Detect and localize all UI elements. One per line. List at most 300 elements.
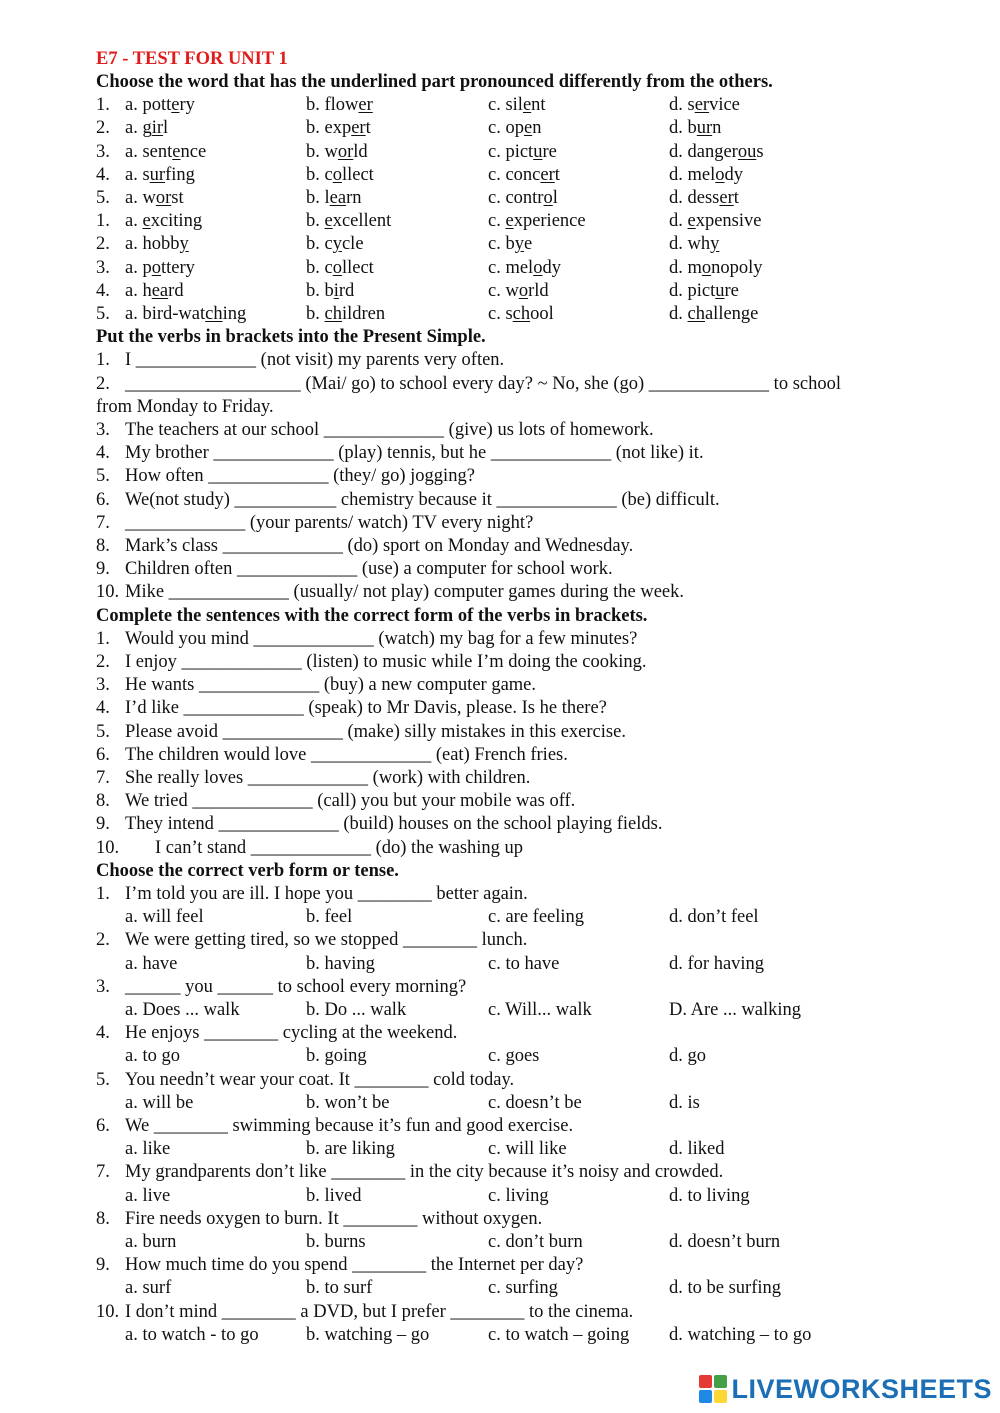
question-row [96,303,956,326]
question-row [96,1069,956,1092]
underlined-part: e [142,211,151,231]
question-number: 5. [96,304,110,324]
underlined-part: o [332,258,342,278]
question-number: 5. [96,188,110,208]
exercise-line [96,419,956,442]
answer-option [669,94,740,117]
answer-option [125,141,206,164]
option-text: llect [341,165,374,185]
option-text: c. conc [488,165,541,185]
option-text: rd [168,281,184,301]
question-number: 4. [96,443,110,463]
answer-option: b. lived [306,1186,362,1206]
option-text: c. mel [488,258,534,278]
underlined-part: e [505,211,514,231]
options-row [96,1324,956,1347]
question-number: 9. [96,1255,110,1275]
exercise-line [96,813,956,836]
underlined-part: er [540,165,555,185]
option-text: xperience [513,211,586,231]
answer-option [125,164,195,187]
answer-option [488,187,558,210]
exercise-line [96,465,956,488]
question-text: I can’t stand _____________ (do) the washing up [155,838,524,858]
question-number: 9. [96,559,110,579]
answer-option: b. Do ... walk [306,1000,407,1020]
underlined-part: ch [324,304,342,324]
underlined-part: o [715,165,725,185]
underlined-part: er [358,95,373,115]
question-text: I don’t mind ________ a DVD, but I prefer ________ to the cinema. [125,1302,634,1322]
question-number: 2. [96,374,110,394]
answer-option: b. watching – go [306,1325,430,1345]
question-text: We ________ swimming because it’s fun and good exercise. [125,1116,574,1136]
option-text: b. l [306,188,330,208]
answer-option [669,280,739,303]
question-text: I’m told you are ill. I hope you ________ better again. [125,884,528,904]
underlined-part: y [514,234,524,254]
question-number: 10. [96,582,120,602]
option-text: e [523,234,533,254]
page-title: E7 - TEST FOR UNIT 1 [96,49,288,69]
question-number: 2. [96,234,110,254]
answer-option: a. like [125,1139,171,1159]
answer-option: b. burns [306,1232,366,1252]
question-text: He wants _____________ (buy) a new computer game. [125,675,537,695]
option-text: c. w [488,281,519,301]
option-text: c. contr [488,188,544,208]
question-text: We(not study) ___________ chemistry because it _____________ (be) difficult. [125,490,720,510]
exercise-line [96,651,956,674]
option-text: a. p [125,258,152,278]
question-row [96,1208,956,1231]
question-text: My grandparents don’t like ________ in the city because it’s noisy and crowded. [125,1162,724,1182]
question-number: 8. [96,791,110,811]
exercise-line [96,581,956,604]
answer-option: d. to be surfing [669,1278,782,1298]
option-text: c. op [488,118,524,138]
answer-option [306,141,368,164]
answer-option [125,210,202,233]
question-number: 10. [96,838,120,858]
answer-option: c. goes [488,1046,540,1066]
answer-option: d. doesn’t burn [669,1232,781,1252]
section-3-heading: Complete the sentences with the correct form of the verbs in brackets. [96,606,648,626]
option-text: ry [179,95,195,115]
option-text: xpensive [695,211,762,231]
answer-option: D. Are ... walking [669,1000,802,1020]
question-text: from Monday to Friday. [96,397,274,417]
underlined-part: o [533,258,543,278]
question-number: 2. [96,930,110,950]
question-number: 1. [96,211,110,231]
underlined-part: ur [149,165,166,185]
answer-option [125,94,195,117]
option-text: ildren [341,304,386,324]
answer-option [669,187,739,210]
question-text: Please avoid _____________ (make) silly mistakes in this exercise. [125,722,626,742]
underlined-part: e [172,142,181,162]
option-text: d. danger [669,142,738,162]
question-number: 1. [96,95,110,115]
answer-option: b. feel [306,907,353,927]
option-text: llect [341,258,374,278]
answer-option: a. to go [125,1046,180,1066]
option-text: n [712,118,722,138]
option-text: s [756,142,764,162]
underlined-part: ea [329,188,347,208]
question-text: _____________ (your parents/ watch) TV every night? [125,513,534,533]
options-row [96,1277,956,1300]
options-row [96,1185,956,1208]
exercise-line [96,837,956,860]
answer-option: c. to have [488,954,560,974]
option-text: t [365,118,371,138]
answer-option: d. is [669,1093,700,1113]
question-row [96,1115,956,1138]
option-text: xciting [150,211,203,231]
question-row [96,1161,956,1184]
exercise-line [96,535,956,558]
option-text: c. s [488,304,513,324]
option-text: d. s [669,95,695,115]
question-number: 2. [96,118,110,138]
question-row [96,94,956,117]
answer-option [125,117,168,140]
answer-option [306,233,364,256]
question-text: Mike _____________ (usually/ not play) computer games during the week. [125,582,685,602]
option-text: c. sil [488,95,523,115]
option-text: d. [669,211,688,231]
question-number: 3. [96,977,110,997]
question-number: 7. [96,513,110,533]
question-number: 1. [96,884,110,904]
question-text: My brother _____________ (play) tennis, but he _____________ (not like) it. [125,443,704,463]
underlined-part: o [701,258,712,278]
underlined-part: y [179,234,189,254]
answer-option [488,280,549,303]
underlined-part: ch [205,304,223,324]
underlined-part: or [155,188,172,208]
exercise-line [96,396,956,419]
question-text: The children would love _____________ (eat) French fries. [125,745,568,765]
option-text: b. exp [306,118,352,138]
answer-option: d. don’t feel [669,907,759,927]
option-text: vice [709,95,740,115]
options-row [96,953,956,976]
options-row [96,1092,956,1115]
option-text: a. w [125,188,156,208]
answer-option [669,164,743,187]
answer-option: a. live [125,1186,171,1206]
question-text: How much time do you spend ________ the Internet per day? [125,1255,584,1275]
option-text: l [163,118,169,138]
question-row [96,257,956,280]
option-text: b. flow [306,95,359,115]
underlined-part: e [171,95,180,115]
underlined-part: er [719,188,734,208]
option-text: a. pott [125,95,172,115]
question-number: 5. [96,466,110,486]
answer-option: c. doesn’t be [488,1093,582,1113]
answer-option: b. are liking [306,1139,395,1159]
answer-option [306,257,374,280]
question-row [96,929,956,952]
options-row [96,1045,956,1068]
question-text: I enjoy _____________ (listen) to music while I’m doing the cooking. [125,652,647,672]
liveworksheets-logo[interactable] [699,1371,992,1407]
answer-option [488,117,541,140]
question-number: 7. [96,768,110,788]
underlined-part: ir [151,118,164,138]
underlined-part: o [332,165,342,185]
underlined-part: er [694,95,710,115]
question-number: 6. [96,490,110,510]
answer-option: b. won’t be [306,1093,390,1113]
section-1-heading: Choose the word that has the underlined part pronounced differently from the others. [96,72,773,92]
underlined-part: ch [687,304,705,324]
question-number: 5. [96,1070,110,1090]
option-text: nt [531,95,546,115]
underlined-part: u [533,142,543,162]
question-row [96,117,956,140]
question-text: The teachers at our school _____________ (give) us lots of homework. [125,420,654,440]
answer-option [669,117,721,140]
question-text: They intend _____________ (build) houses on the school playing fields. [125,814,663,834]
exercise-line [96,628,956,651]
answer-option: c. are feeling [488,907,585,927]
exercise-line [96,721,956,744]
answer-option [306,187,362,210]
question-text: Mark’s class _____________ (do) sport on Monday and Wednesday. [125,536,634,556]
answer-option [306,210,391,233]
answer-option: a. burn [125,1232,177,1252]
answer-option [488,257,561,280]
option-text: b. c [306,165,333,185]
question-row [96,164,956,187]
question-number: 6. [96,1116,110,1136]
exercise-line [96,512,956,535]
option-text: ing [222,304,247,324]
exercise-line [96,767,956,790]
section-2-heading: Put the verbs in brackets into the Present Simple. [96,327,486,347]
option-text: b. c [306,258,333,278]
option-text: fing [165,165,195,185]
answer-option [306,303,385,326]
question-text: You needn’t wear your coat. It ________ cold today. [125,1070,515,1090]
question-text: We tried _____________ (call) you but your mobile was off. [125,791,576,811]
question-number: 3. [96,675,110,695]
underlined-part: y [710,234,720,254]
option-text: a. [125,211,143,231]
answer-option [488,303,554,326]
question-row [96,280,956,303]
underlined-part: e [324,211,333,231]
answer-option: d. liked [669,1139,725,1159]
option-text: b. c [306,234,333,254]
answer-option: c. surfing [488,1278,558,1298]
question-text: Would you mind _____________ (watch) my bag for a few minutes? [125,629,638,649]
question-row [96,141,956,164]
option-text: re [724,281,739,301]
question-number: 7. [96,1162,110,1182]
option-text: d. [669,304,688,324]
answer-option: c. will like [488,1139,567,1159]
exercise-line [96,349,956,372]
underlined-part: o [151,258,161,278]
answer-option [488,141,557,164]
option-text: a. sent [125,142,173,162]
exercise-line [96,558,956,581]
underlined-part: o [543,188,553,208]
option-text: rn [346,188,362,208]
underlined-part: o [518,281,529,301]
exercise-line [96,373,956,396]
answer-option [125,187,184,210]
answer-option [669,210,761,233]
option-text: ld [353,142,368,162]
option-text: t [554,165,560,185]
question-row [96,1254,956,1277]
exercise-line [96,489,956,512]
answer-option: a. Does ... walk [125,1000,240,1020]
answer-option: d. go [669,1046,706,1066]
answer-option [306,280,354,303]
answer-option [125,303,246,326]
question-text: We were getting tired, so we stopped ________ lunch. [125,930,528,950]
question-number: 6. [96,745,110,765]
question-text: ___________________ (Mai/ go) to school every day? ~ No, she (go) _____________ to school [125,374,841,394]
question-text: How often _____________ (they/ go) jogging? [125,466,475,486]
question-text: Children often _____________ (use) a computer for school work. [125,559,613,579]
option-text: b. [306,304,325,324]
exercise-line [96,442,956,465]
question-number: 3. [96,142,110,162]
option-text: b. w [306,142,338,162]
underlined-part: e [523,118,533,138]
option-text: a. bird-wat [125,304,206,324]
option-text: cle [341,234,364,254]
answer-option [488,164,560,187]
answer-option: c. to watch – going [488,1325,630,1345]
answer-option: c. Will... walk [488,1000,592,1020]
answer-option: b. having [306,954,375,974]
exercise-line [96,790,956,813]
answer-option: c. don’t burn [488,1232,583,1252]
question-number: 4. [96,1023,110,1043]
option-text: dy [724,165,743,185]
option-text: ttery [160,258,195,278]
question-text: ______ you ______ to school every morning? [125,977,467,997]
question-number: 8. [96,1209,110,1229]
options-row [96,1231,956,1254]
exercise-line [96,697,956,720]
answer-option [488,210,586,233]
question-text: Fire needs oxygen to burn. It ________ without oxygen. [125,1209,543,1229]
underlined-part: u [715,281,725,301]
option-text: b. b [306,281,334,301]
option-text: b. [306,211,325,231]
answer-option [669,257,763,280]
answer-option: d. to living [669,1186,750,1206]
option-text: d. wh [669,234,711,254]
option-text: xcellent [332,211,392,231]
answer-option [125,233,189,256]
answer-option [125,257,195,280]
question-number: 1. [96,629,110,649]
question-text: I’d like _____________ (speak) to Mr Davis, please. Is he there? [125,698,607,718]
question-number: 5. [96,722,110,742]
option-text: c. pict [488,142,534,162]
underlined-part: er [351,118,366,138]
question-number: 3. [96,258,110,278]
question-number: 2. [96,652,110,672]
answer-option [669,233,719,256]
answer-option [669,141,764,164]
option-text: dy [542,258,561,278]
answer-option: a. have [125,954,178,974]
underlined-part: ch [512,304,531,324]
question-row [96,187,956,210]
question-row [96,233,956,256]
option-text: d. m [669,258,702,278]
underlined-part: ea [151,281,169,301]
option-text: l [552,188,558,208]
question-number: 8. [96,536,110,556]
question-number: 4. [96,165,110,185]
answer-option: d. for having [669,954,765,974]
answer-option [488,233,532,256]
option-text: allenge [704,304,759,324]
answer-option: a. to watch - to go [125,1325,259,1345]
options-row [96,1138,956,1161]
section-4-heading: Choose the correct verb form or tense. [96,861,399,881]
question-number: 4. [96,281,110,301]
underlined-part: i [333,281,339,301]
logo-mark-icon [699,1375,727,1403]
option-text: d. dess [669,188,720,208]
option-text: nopoly [711,258,763,278]
option-text: c. b [488,234,515,254]
question-row [96,1301,956,1324]
question-text: She really loves _____________ (work) with children. [125,768,531,788]
option-text: a. hobb [125,234,180,254]
underlined-part: or [337,142,354,162]
answer-option [669,303,758,326]
answer-option: a. will be [125,1093,194,1113]
exercise-line [96,744,956,767]
exercise-line [96,674,956,697]
answer-option: a. surf [125,1278,172,1298]
option-text: d. pict [669,281,716,301]
question-row [96,883,956,906]
option-text: ool [530,304,554,324]
option-text: t [733,188,739,208]
option-text: rld [528,281,549,301]
question-text: I _____________ (not visit) my parents very often. [125,350,505,370]
answer-option [306,164,374,187]
question-number: 10. [96,1302,120,1322]
question-text: He enjoys ________ cycling at the weekend. [125,1023,458,1043]
answer-option: b. going [306,1046,367,1066]
answer-option: c. living [488,1186,549,1206]
option-text: nce [180,142,207,162]
option-text: d. b [669,118,697,138]
option-text: a. g [125,118,152,138]
answer-option: a. will feel [125,907,204,927]
option-text: st [171,188,184,208]
logo-text: LIVEWORKSHEETS [731,1373,992,1404]
